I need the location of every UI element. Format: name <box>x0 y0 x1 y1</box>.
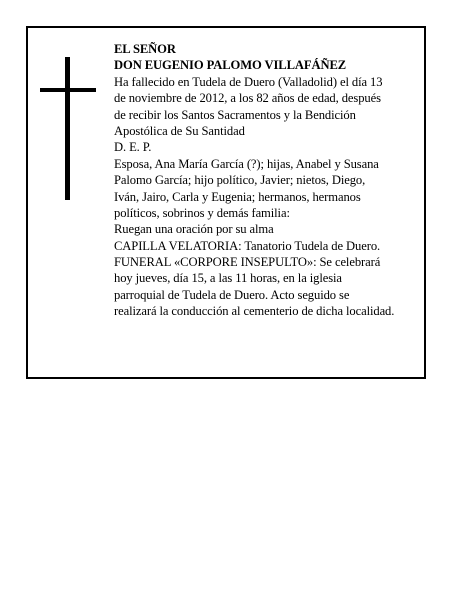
funeral-line: realizará la conducción al cementerio de dicha localidad. <box>114 304 395 319</box>
family-line: Iván, Jairo, Carla y Eugenia; hermanos, hermanos <box>114 189 361 204</box>
heading-deceased-name: DON EUGENIO PALOMO VILLAFÁÑEZ <box>114 58 347 73</box>
funeral-line: FUNERAL «CORPORE INSEPULTO»: Se celebrará <box>114 255 381 270</box>
prayer-request-line: Ruegan una oración por su alma <box>114 222 274 237</box>
funeral-line: parroquial de Tudela de Duero. Acto seguido se <box>114 287 350 302</box>
family-line: Palomo García; hijo político, Javier; nietos, Diego, <box>114 173 366 188</box>
family-line: políticos, sobrinos y demás familia: <box>114 205 290 220</box>
cross-vertical-bar <box>65 57 70 200</box>
body-line: de recibir los Santos Sacramentos y la Bendición <box>114 107 356 122</box>
heading-line-1: EL SEÑOR <box>114 42 176 56</box>
chapel-line: CAPILLA VELATORIA: Tanatorio Tudela de Duero. <box>114 238 381 253</box>
cross-horizontal-bar <box>40 88 96 92</box>
funeral-line: hoy jueves, día 15, a las 11 horas, en la iglesia <box>114 271 342 286</box>
body-line: Apostólica de Su Santidad <box>114 123 245 138</box>
body-line: de noviembre de 2012, a los 82 años de edad, después <box>114 91 381 106</box>
body-line: Ha fallecido en Tudela de Duero (Valladolid) el día 13 <box>114 74 383 89</box>
notice-text <box>114 41 430 320</box>
family-line: Esposa, Ana María García (?); hijas, Anabel y Susana <box>114 156 379 171</box>
dep-line: D. E. P. <box>114 140 152 155</box>
death-notice <box>26 26 426 379</box>
